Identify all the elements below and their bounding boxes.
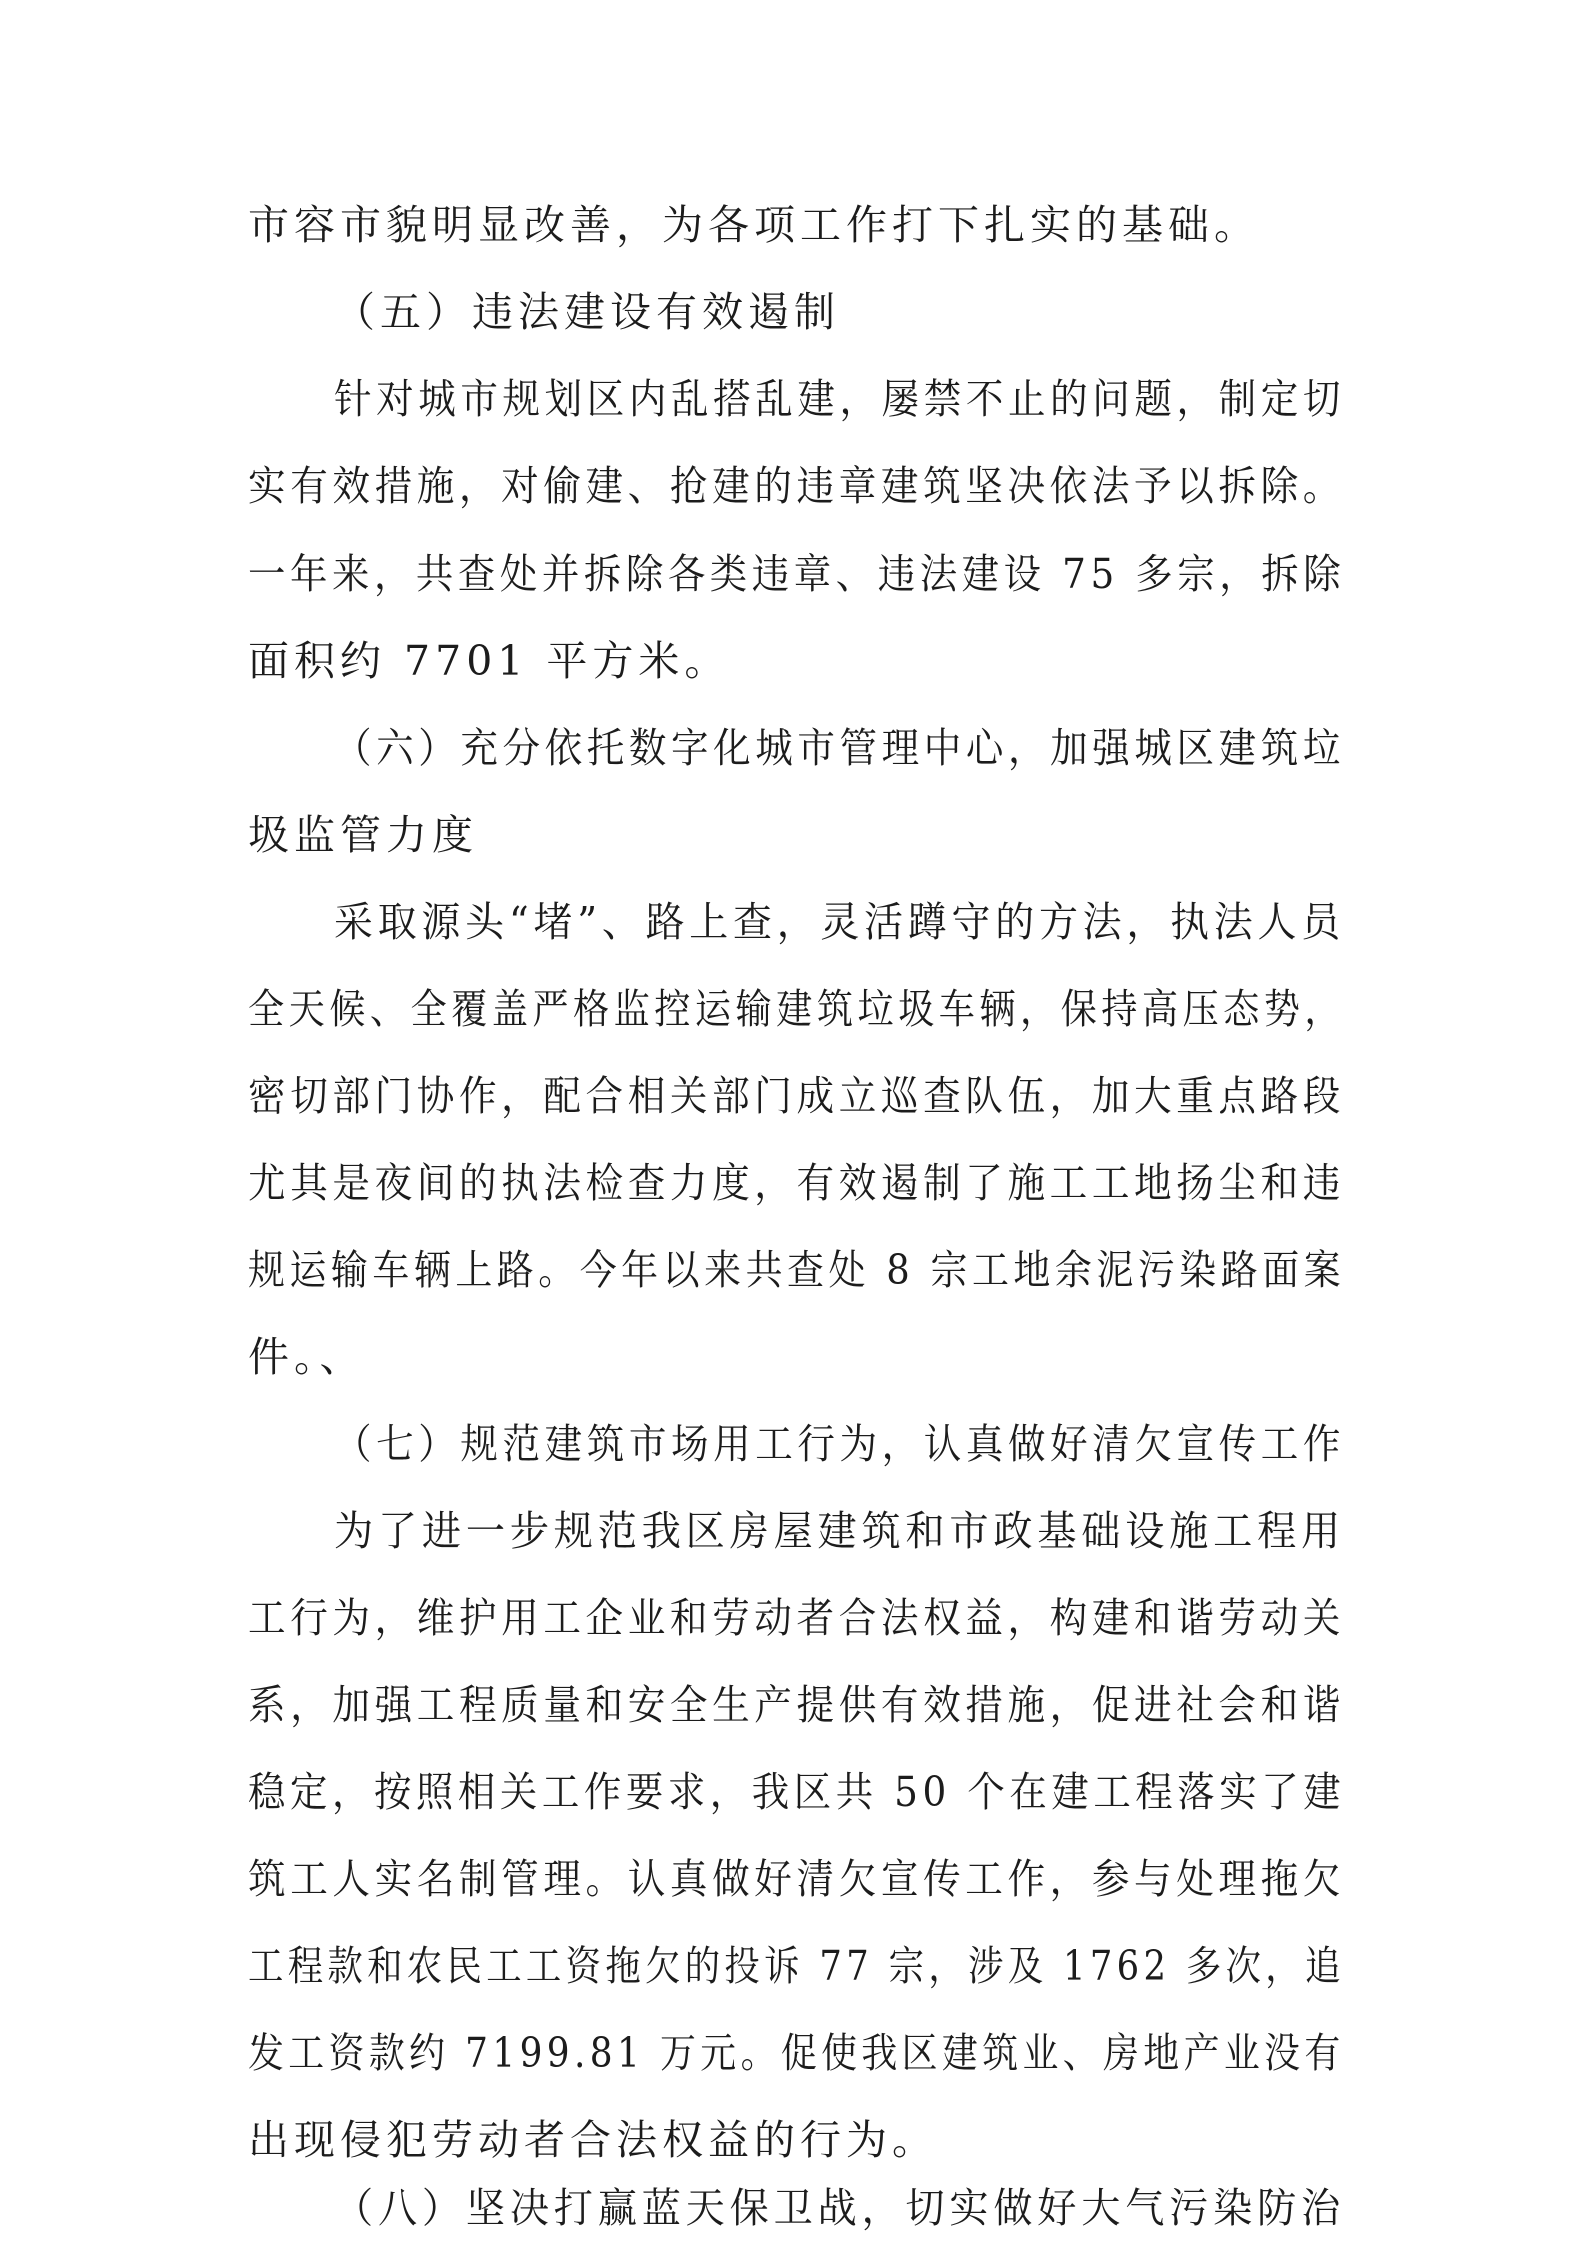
- body-text-line: 规运输车辆上路。今年以来共查处 8 宗工地余泥污染路面案: [248, 1246, 1346, 1294]
- body-text-line: 一年来，共查处并拆除各类违章、违法建设 75 多宗，拆除: [248, 550, 1346, 598]
- section-heading: （五）违法建设有效遏制: [334, 288, 840, 336]
- body-text-line: 面积约 7701 平方米。: [248, 637, 731, 685]
- body-text-line: 工行为，维护用工企业和劳动者合法权益，构建和谐劳动关: [248, 1594, 1345, 1642]
- body-text-line: 发工资款约 7199.81 万元。促使我区建筑业、房地产业没有: [248, 2029, 1345, 2077]
- body-text-line: 市容市貌明显改善，为各项工作打下扎实的基础。: [248, 201, 1260, 249]
- body-text-line: 实有效措施，对偷建、抢建的违章建筑坚决依法予以拆除。: [248, 462, 1345, 510]
- section-heading: （六）充分依托数字化城市管理中心，加强城区建筑垃: [334, 724, 1345, 772]
- body-text-line: 件。、: [248, 1333, 366, 1381]
- body-text-line: 全天候、全覆盖严格监控运输建筑垃圾车辆，保持高压态势，: [248, 985, 1345, 1033]
- body-text-line: 稳定，按照相关工作要求，我区共 50 个在建工程落实了建: [248, 1768, 1346, 1816]
- body-text-line: 系，加强工程质量和安全生产提供有效措施，促进社会和谐: [248, 1681, 1345, 1729]
- body-text-line: 为了进一步规范我区房屋建筑和市政基础设施工程用: [334, 1507, 1345, 1555]
- body-text-line: 尤其是夜间的执法检查力度，有效遏制了施工工地扬尘和违: [248, 1159, 1345, 1207]
- body-text-line: 采取源头“堵”、路上查，灵活蹲守的方法，执法人员: [334, 898, 1345, 946]
- body-text-line: 出现侵犯劳动者合法权益的行为。: [248, 2116, 938, 2164]
- body-text-line: 筑工人实名制管理。认真做好清欠宣传工作，参与处理拖欠: [248, 1855, 1345, 1903]
- section-heading: （八）坚决打赢蓝天保卫战，切实做好大气污染防治: [334, 2184, 1345, 2232]
- body-text-line: 针对城市规划区内乱搭乱建，屡禁不止的问题，制定切: [334, 375, 1345, 423]
- section-heading: （七）规范建筑市场用工行为，认真做好清欠宣传工作: [334, 1420, 1345, 1468]
- body-text-line: 工程款和农民工工资拖欠的投诉 77 宗，涉及 1762 多次，追: [248, 1942, 1345, 1990]
- body-text-line: 密切部门协作，配合相关部门成立巡查队伍，加大重点路段: [248, 1072, 1345, 1120]
- section-heading-continuation: 圾监管力度: [248, 811, 478, 859]
